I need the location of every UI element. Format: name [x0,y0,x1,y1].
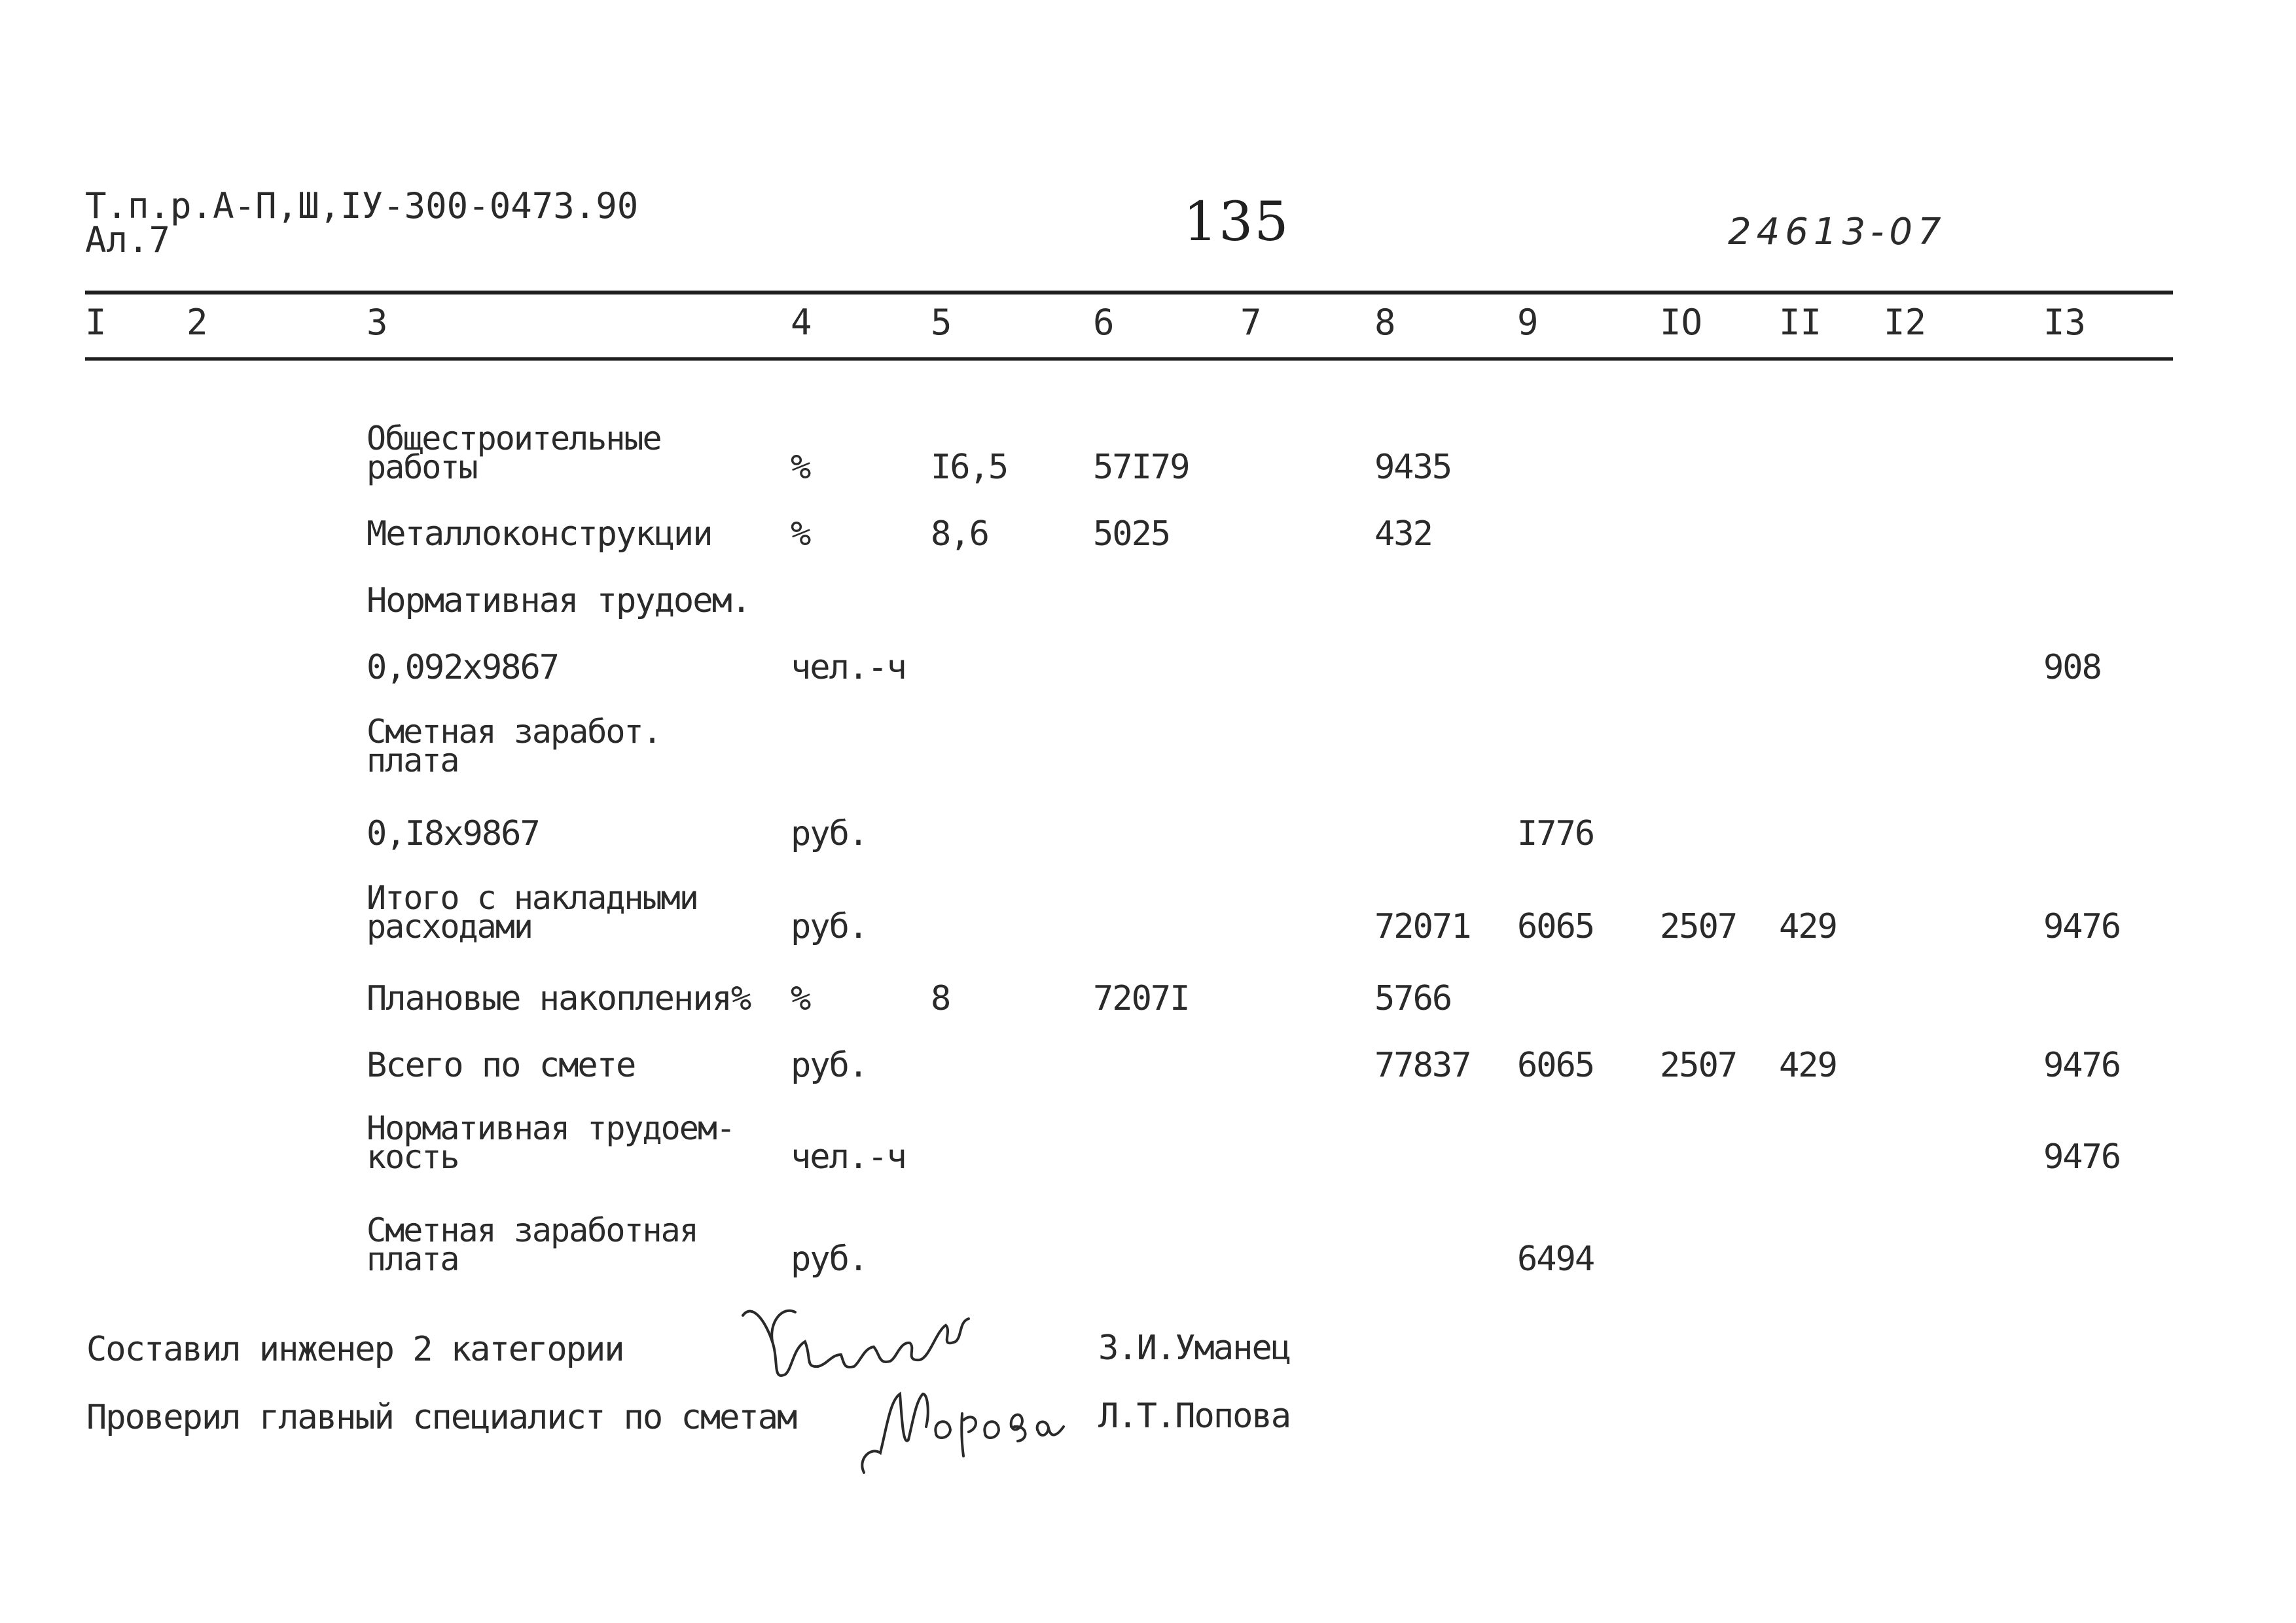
row-label: Всего по смете [367,1046,636,1085]
row-cell-col11: 429 [1779,907,1837,946]
column-header-1: I [85,302,107,343]
column-header-10: IO [1660,302,1703,343]
column-header-4: 4 [791,302,812,343]
column-header-8: 8 [1374,302,1396,343]
row-label: Сметная заработная плата [367,1211,698,1278]
row-cell-unit: руб. [791,1046,868,1085]
inventory-number: 24613-07 [1728,211,1946,253]
checked-by-name: Л.Т.Попова [1098,1397,1291,1436]
row-cell-col6: 7207I [1093,979,1189,1018]
row-cell-col13: 908 [2043,648,2101,687]
column-header-6: 6 [1093,302,1115,343]
row-cell-unit: % [791,514,810,554]
row-label: Итого с накладными расходами [367,879,698,946]
column-header-2: 2 [187,302,208,343]
compiled-by-label: Составил инженер 2 категории [86,1330,624,1369]
row-label: 0,092х9867 [367,648,559,687]
row-cell-col10: 2507 [1660,907,1737,946]
row-cell-col8: 9435 [1374,448,1452,487]
row-cell-unit: % [791,979,810,1018]
row-cell-unit: чел.-ч [791,1137,906,1177]
row-cell-col9: I776 [1517,814,1594,853]
column-header-7: 7 [1240,302,1262,343]
row-cell-unit: чел.-ч [791,648,906,687]
row-cell-col6: 5025 [1093,514,1170,554]
checked-by-label: Проверил главный специалист по сметам [86,1398,797,1437]
column-header-13: I3 [2043,302,2087,343]
column-header-9: 9 [1517,302,1539,343]
row-cell-unit: руб. [791,1240,868,1279]
signature-popova [851,1374,1086,1486]
row-cell-col8: 432 [1374,514,1432,554]
header-top-rule [85,291,2173,294]
row-cell-unit: руб. [791,907,868,946]
column-header-11: II [1779,302,1822,343]
row-cell-col10: 2507 [1660,1046,1737,1085]
row-cell-col13: 9476 [2043,1137,2121,1177]
row-cell-col9: 6065 [1517,907,1594,946]
row-cell-col13: 9476 [2043,1046,2121,1085]
row-cell-col6: 57I79 [1093,448,1189,487]
compiled-by-name: З.И.Уманец [1098,1329,1291,1368]
row-cell-col5: 8,6 [931,514,988,554]
doc-code: Т.п.р.А-П,Ш,IУ-300-0473.90 [85,185,639,226]
row-label: Нормативная трудоем. [367,581,751,620]
row-cell-unit: % [791,448,810,487]
row-cell-col8: 5766 [1374,979,1452,1018]
row-cell-unit: руб. [791,814,868,853]
column-header-3: 3 [367,302,388,343]
header-bottom-rule [85,357,2173,361]
row-label: 0,I8х9867 [367,814,539,853]
row-label: Нормативная трудоем- кость [367,1109,735,1176]
row-cell-col8: 72071 [1374,907,1471,946]
row-cell-col13: 9476 [2043,907,2121,946]
row-label: Сметная заработ. плата [367,713,661,779]
album-label: Ал.7 [85,219,171,260]
page-number: 135 [1183,191,1290,253]
row-cell-col9: 6494 [1517,1240,1594,1279]
row-cell-col8: 77837 [1374,1046,1471,1085]
column-header-5: 5 [931,302,952,343]
row-cell-col5: I6,5 [931,448,1008,487]
row-cell-col5: 8 [931,979,950,1018]
row-cell-col9: 6065 [1517,1046,1594,1085]
row-cell-col11: 429 [1779,1046,1837,1085]
column-header-12: I2 [1884,302,1927,343]
row-label: Общестроительные работы [367,419,661,486]
row-label: Металлоконструкции [367,514,712,554]
row-label: Плановые накопления% [367,979,751,1018]
